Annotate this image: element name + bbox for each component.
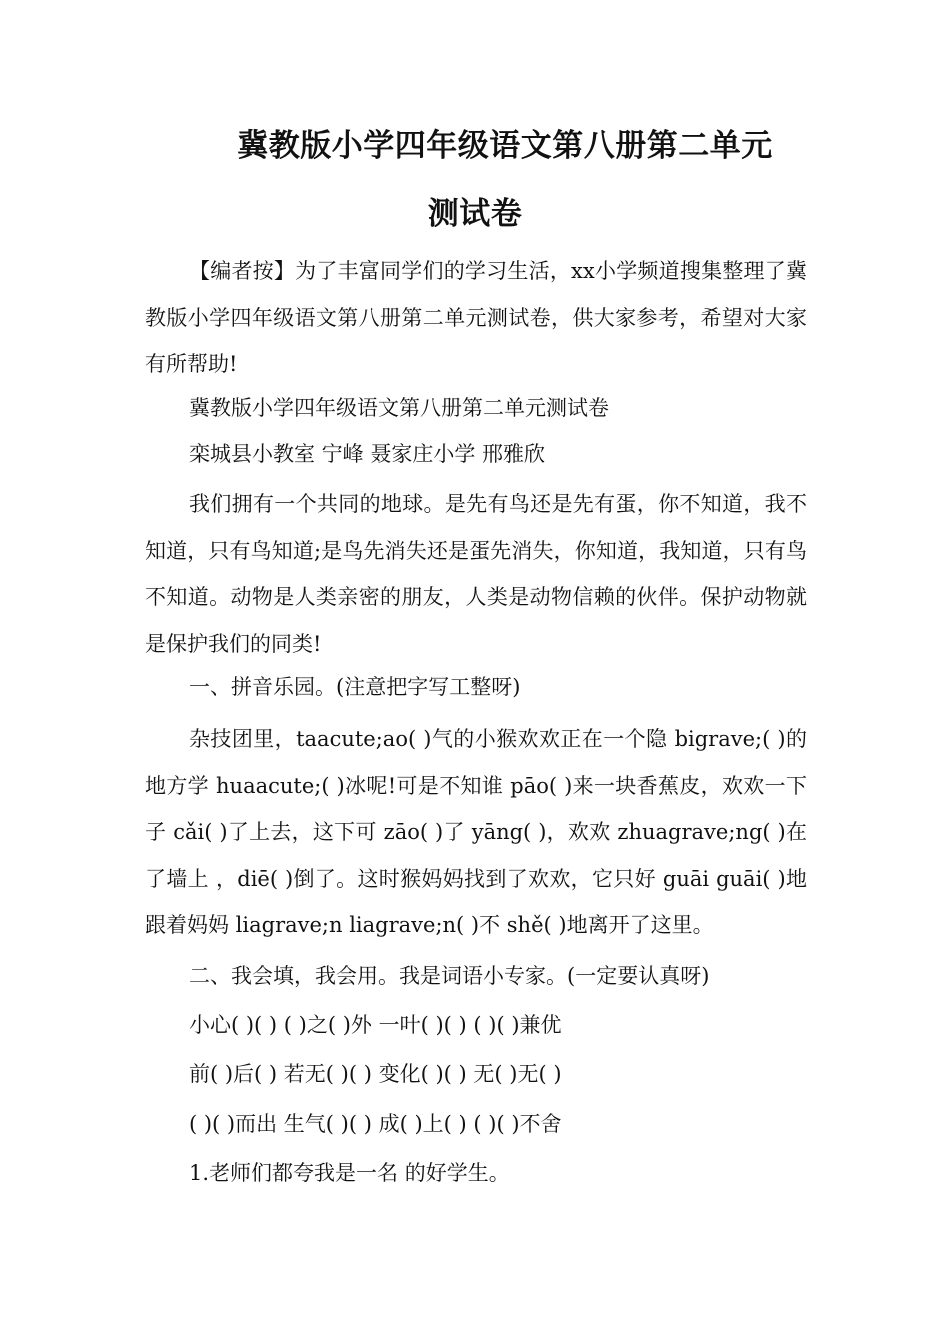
author-line: 栾城县小教室 宁峰 聂家庄小学 邢雅欣 bbox=[189, 442, 546, 466]
section1-heading: 一、拼音乐园。(注意把字写工整呀) bbox=[189, 675, 521, 699]
editor-note-paragraph: 【编者按】为了丰富同学们的学习生活，xx小学频道搜集整理了冀教版小学四年级语文第八册第二单元测试卷，供大家参考，希望对大家有所帮助! bbox=[145, 259, 807, 376]
intro-paragraph: 我们拥有一个共同的地球。是先有鸟还是先有蛋，你不知道，我不知道，只有鸟知道;是鸟先消失还是蛋先消失，你知道，我知道，只有鸟不知道。动物是人类亲密的朋友，人类是动物信赖的伙伴。保护动物就是保护我们的同类! bbox=[145, 492, 807, 656]
fill-in-line-3: ( )( )而出 生气( )( ) 成( )上( ) ( )( )不舍 bbox=[189, 1112, 562, 1136]
fill-in-line-1: 小心( )( ) ( )之( )外 一叶( )( ) ( )( )兼优 bbox=[189, 1013, 562, 1037]
fill-in-line-2: 前( )后( ) 若无( )( ) 变化( )( ) 无( )无( ) bbox=[189, 1062, 562, 1086]
question-1: 1.老师们都夸我是一名 的好学生。 bbox=[189, 1161, 510, 1185]
section1-paragraph: 杂技团里，taacute;ao( )气的小猴欢欢正在一个隐 bigrave;( )的地方学 huaacute;( )冰呢!可是不知谁 pāo( )来一块香蕉皮，欢欢一下子 cǎi( )了上去，这下可 zāo( )了 yāng( )，欢欢 zhuagrave;ng( )在了墙上 ，diē( )倒了。这时猴妈妈找到了欢欢，它只好 guāi guāi( )地跟着妈妈 liagrave;n liagrave;n( )不 shě( )地离开了这里。 bbox=[145, 727, 807, 937]
document-title-line1: 冀教版小学四年级语文第八册第二单元 bbox=[237, 128, 773, 164]
document-title-line2: 测试卷 bbox=[427, 196, 523, 232]
section2-heading: 二、我会填，我会用。我是词语小专家。(一定要认真呀) bbox=[189, 964, 710, 988]
subtitle-line: 冀教版小学四年级语文第八册第二单元测试卷 bbox=[189, 396, 609, 420]
